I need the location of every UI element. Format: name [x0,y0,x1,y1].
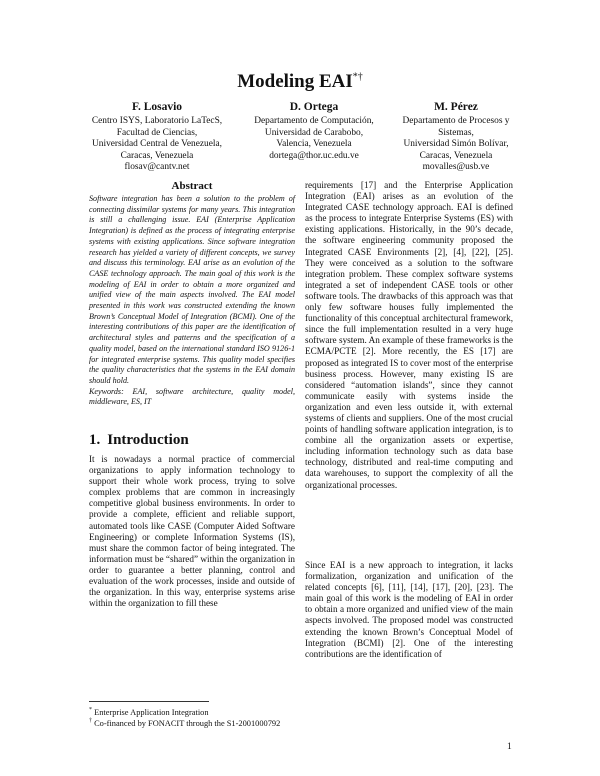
keywords: Keywords: EAI, software architecture, quality model, middleware, ES, IT [89,386,295,407]
author-name: D. Ortega [289,101,339,113]
author-affiliation-line: Departamento de Computación, [254,116,374,126]
author-affiliation-line: Universidad Simón Bolívar, [403,139,509,150]
paragraph: It is nowadays a normal practice of commercial organizations to apply information technology to support their whole work process, trying to solve complex problems that are common in increasingly competitive global business environments. In order to provide a complete, efficient and reliable support, automated tools like CASE (Computer Aided Software Engineering) or complete Information Systems (IS), must share the common factor of being integrated. The information must be “shared” within the organization in order to guarantee a better planning, control and evaluation of the work processes, inside and outside of the organization. In this way, enterprise systems arise within the organization to fill these [89,454,295,609]
author-block-1 [72,100,242,174]
page-number: 1 [507,742,512,752]
author-email: movalles@usb.ve [422,162,490,173]
author-affiliation-line: Centro ISYS, Laboratorio LaTecS, [91,116,223,126]
section-title: Introduction [107,432,189,448]
section-number: 1. [89,432,101,448]
footnote-text: Co-financed by FONACIT through the S1-2001000792 [92,718,281,728]
footnote-rule [89,701,209,702]
author-affiliation-line: Universidad Central de Venezuela, [92,139,222,150]
author-name: F. Losavio [131,101,183,113]
abstract-text: Software integration has been a solution to the problem of connecting dissimilar systems for many years. This integration is still a challenging issue. EAI (Enterprise Application Integration) is defined as the process of integrating enterprise systems with existing applications. Since software integration research has yielded a variety of different concepts, we survey and discuss this terminology. EAI arise as an evolution of the CASE technology approach. The main goal of this work is the modeling of EAI in order to obtain a more organized and unified view of the main aspects involved. The EAI model presented in this work was constructed extending the known Brown’s Conceptual Model of Integration (BCMI). One of the interesting contributions of this paper are the identification of architectural styles and patterns and the specification of a quality model, based on the international standard ISO 9126-1 for integrated enterprise systems. This quality model specifies the quality characteristics that the systems in the EAI domain should hold. [89,194,295,385]
paper-title: Modeling EAI*† [237,71,363,92]
author-affiliation-line: Caracas, Venezuela [120,150,194,161]
abstract-body [89,194,295,408]
footnote-mark: † [89,718,92,724]
author-name: M. Pérez [434,101,478,113]
author-affiliation-line: Departamento de Procesos y [402,116,510,126]
author-affiliation-line: Facultad de Ciencias, [116,127,198,138]
footnote-mark: * [89,707,92,713]
right-column-paragraph-1 [305,180,513,491]
right-column-paragraph-2 [305,560,513,660]
paragraph: Since EAI is a new approach to integration, it lacks formalization, organization and unification of the related concepts [6], [11], [14], [17], [20], [23]. The main goal of this work is the modeling of EAI in order to obtain a more organized and unified view of the main aspects involved. The proposed model was constructed extending the known Brown’s Conceptual Model of Integration (BCMI) [2]. One of the interesting contributions are the identification of [305,560,513,659]
author-email: flosav@cantv.net [124,162,190,173]
author-affiliation-line: Universidad de Carabobo, [264,127,364,138]
intro-left-column [89,454,295,609]
author-affiliation-line: Caracas, Venezuela [419,150,493,161]
section-heading [89,432,196,449]
footnote [89,716,280,729]
author-email: dortega@thor.uc.edu.ve [269,150,359,161]
footnote-text: Enterprise Application Integration [92,707,209,717]
author-affiliation-line: Sistemas, [438,127,474,138]
author-block-3 [371,100,541,174]
author-affiliation-line: Valencia, Venezuela [276,139,352,150]
title-footnote-marks: *† [352,71,363,83]
abstract-heading: Abstract [171,180,213,192]
paragraph: requirements [17] and the Enterprise Application Integration (EAI) arises as an evolution of the Integrated CASE technology approach. EAI is defined as the process to integrate Enterprise Systems (ES) with existing applications. Historically, in the 90’s decade, the software engineering community proposed the Integrated CASE Environments [2], [4], [22], [25]. They were conceived as a solution to the software integration problem. These complex software systems integrated a set of independent CASE tools or other software tools. The drawbacks of this approach was that only few software houses fully implemented the functionality of this conceptual architectural framework, since the full implementation resulted in a very huge software system. An example of these frameworks is the ECMA/PCTE [2]. More recently, the ES [17] are proposed as integrated IS to cover most of the enterprise business process. However, many existing IS are considered “automation islands”, since they cannot communicate easily with systems inside the organization and even less outside it, with external systems of clients and suppliers. One of the most crucial points of handling software application integration, is to combine all the organization assets or expertise, including information technology such as data base technology, distributed and real-time computing and data warehouses, to support the complexity of all the organizational processes. [305,180,513,490]
